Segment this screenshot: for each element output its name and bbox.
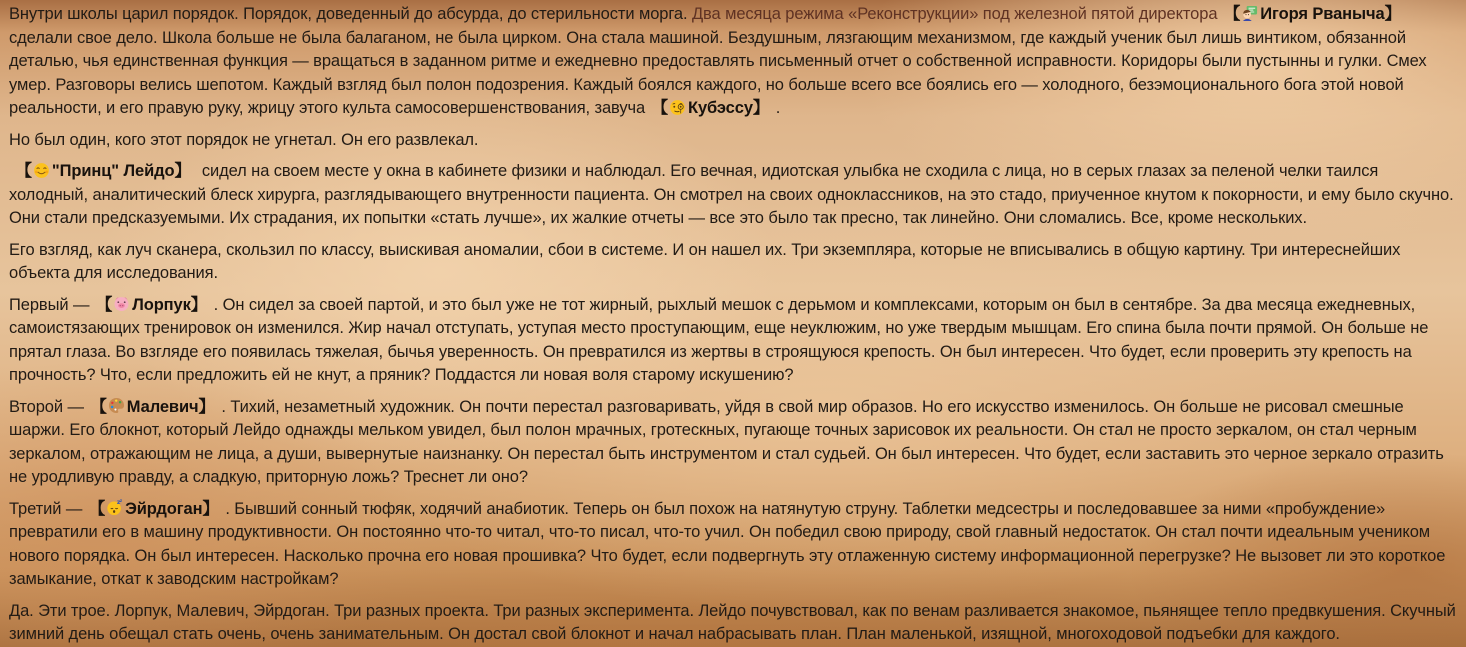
pig-face-icon (113, 295, 130, 312)
character-name: Эйрдоган (125, 499, 203, 518)
character-name: "Принц" Лейдо (51, 162, 175, 180)
text-run: сидел на своем месте у окна в кабинете физики и наблюдал. Его вечная, идиотская улыбка не сходила с лица, но в серых глазах за пеленой челки таился холодный, аналитический блеск хирурга, разглядывающего внутренности пациента. Он смотрел на своих одноклассников, на это стадо, приученное кнутом к покорности, и ему было скучно. Они стали предсказуемыми. Их страдания, их попытки «стать лучше», их жалкие отчеты — все это было так пресно, так линейно. Они сломались. Все, кроме нескольких. (9, 162, 1459, 227)
open-bracket: 【 (1223, 5, 1241, 23)
open-bracket: 【 (95, 295, 113, 314)
svg-text:z: z (116, 499, 121, 507)
character-tag (90, 398, 215, 416)
text-run: Да. Эти трое. Лорпук, Малевич, Эйрдоган. Три разных проекта. Три разных эксперимента. Лейдо почувствовал, как по венам разливается знакомое, пьянящее тепло предвкушения. Скучный зимний день обещал стать очень, очень занимательным. Он достал свой блокнот и начал набрасывать план. План маленькой, изящной, многоходовой подъебки для каждого. (9, 601, 1461, 643)
text-run: . Бывший сонный тюфяк, ходячий анабиотик. Теперь он был похож на натянутую струну. Таблетки медсестры и последовавшее за ними «пробуждение» превратили его в машину продуктивности. Он постоянно что-то читал, что-то писал, что-то учил. Он победил свою природу, свой главный недостаток. Он стал почти идеальным учеником нового порядка. Он был интересен. Насколько прочна его новая прошивка? Что будет, если подвергнуть эту отлаженную систему информационной перегрузке? Не вызовет ли это короткое замыкание, откат к заводским настройкам? (9, 499, 1450, 588)
close-bracket: 】 (752, 99, 770, 117)
story-text (9, 3, 1461, 647)
character-tag (89, 500, 219, 518)
story-paragraph (9, 3, 1457, 121)
character-tag (96, 296, 207, 314)
accent-text-run: Два месяца режима «Реконструкции» под железной пятой директора (691, 5, 1218, 23)
text-run: сделали свое дело. Школа больше не была балаганом, не была цирком. Она стала машиной. Бездушным, лязгающим механизмом, где каждый ученик был лишь винтиком, обязанной деталью, чья единственная функция — вращаться в заданном ритме и ежедневно предоставлять письменный отчет о собственной исправности. Коридоры были пустынны и гулки. Смех умер. Разговоры велись шепотом. Каждый взгляд был полон подозрения. Каждый боялся каждого, но больше всего все боялись его — холодного, безэмоционального бога этой новой реальности, и его правую руку, жрицу этого культа самосовершенствования, завуча (9, 5, 1431, 117)
story-paragraph (9, 600, 1461, 647)
svg-text:z: z (119, 499, 123, 505)
text-run: . (771, 99, 781, 117)
story-paragraph (9, 498, 1457, 592)
story-paragraph (9, 160, 1457, 231)
story-paragraph (9, 239, 1457, 286)
open-bracket: 【 (15, 162, 32, 180)
close-bracket: 】 (174, 162, 191, 180)
artist-palette-icon (108, 397, 125, 414)
text-run: Второй — (9, 397, 89, 416)
story-paragraph (9, 396, 1457, 490)
story-paragraph (9, 129, 1457, 153)
character-tag (652, 99, 770, 117)
text-run: Первый — (9, 295, 94, 314)
character-name: Игоря Рваныча (1260, 5, 1385, 23)
close-bracket: 】 (202, 499, 219, 518)
character-name: Лорпук (132, 295, 191, 314)
character-name: Кубэссу (687, 99, 753, 117)
story-paragraph (9, 294, 1457, 388)
open-bracket: 【 (90, 397, 107, 416)
text-run: Но был один, кого этот порядок не угнетал. Он его развлекал. (9, 130, 479, 149)
open-bracket: 【 (88, 499, 106, 518)
text-run (1217, 5, 1221, 23)
close-bracket: 】 (190, 295, 208, 314)
character-tag (1224, 5, 1401, 23)
text-run: . Он сидел за своей партой, и это был уже не тот жирный, рыхлый мешок с дерьмом и комплексами, которым он был в сентябре. За два месяца ежедневных, самоистязающих тренировок он изменился. Жир начал отступать, уступая место проступающим, еще неуклюжим, но уже твердым мышцам. Его спина была почти прямой. Он больше не прятал глаза. Во взгляде его появилась тяжелая, бычья уверенность. Он превратился из жертвы в строящуюся крепость. Он был интересен. Что будет, если проверить эту крепость на прочность? Что, если предложить ей не кнут, а пряник? Поддастся ли новая воля старому искушению? (9, 295, 1433, 384)
monocle-face-icon (669, 99, 686, 116)
smiling-face-icon (33, 162, 50, 179)
character-name: Малевич (126, 397, 199, 416)
man-teacher-icon (1241, 5, 1258, 22)
sleeping-face-icon (106, 499, 123, 516)
close-bracket: 】 (198, 397, 215, 416)
text-run: Его взгляд, как луч сканера, скользил по классу, выискивая аномалии, сбои в системе. И он нашел их. Три экземпляра, которые не вписывались в общую картину. Три интереснейших объекта для исследования. (9, 240, 1405, 282)
open-bracket: 【 (651, 99, 668, 117)
text-run: . Тихий, незаметный художник. Он почти перестал разговаривать, уйдя в свой мир образов. Но его искусство изменилось. Он больше не рисовал смешные шаржи. Его блокнот, который Лейдо однажды мельком увидел, был полон мрачных, гротескных, пугающе точных зарисовок их реальности. Он стал не просто зеркалом, он стал черным зеркалом, отражающим не лица, а души, вывернутые наизнанку. Он перестал быть инструментом и стал судьей. Он был интересен. Что будет, если заставить это черное зеркало отразить не уродливую правду, а сладкую, приторную ложь? Треснет ли оно? (9, 397, 1449, 486)
text-run: Внутри школы царил порядок. Порядок, доведенный до абсурда, до стерильности морга. (9, 5, 692, 23)
text-run (9, 162, 13, 180)
close-bracket: 】 (1384, 5, 1401, 23)
character-tag (15, 162, 190, 180)
text-run: Третий — (9, 499, 87, 518)
